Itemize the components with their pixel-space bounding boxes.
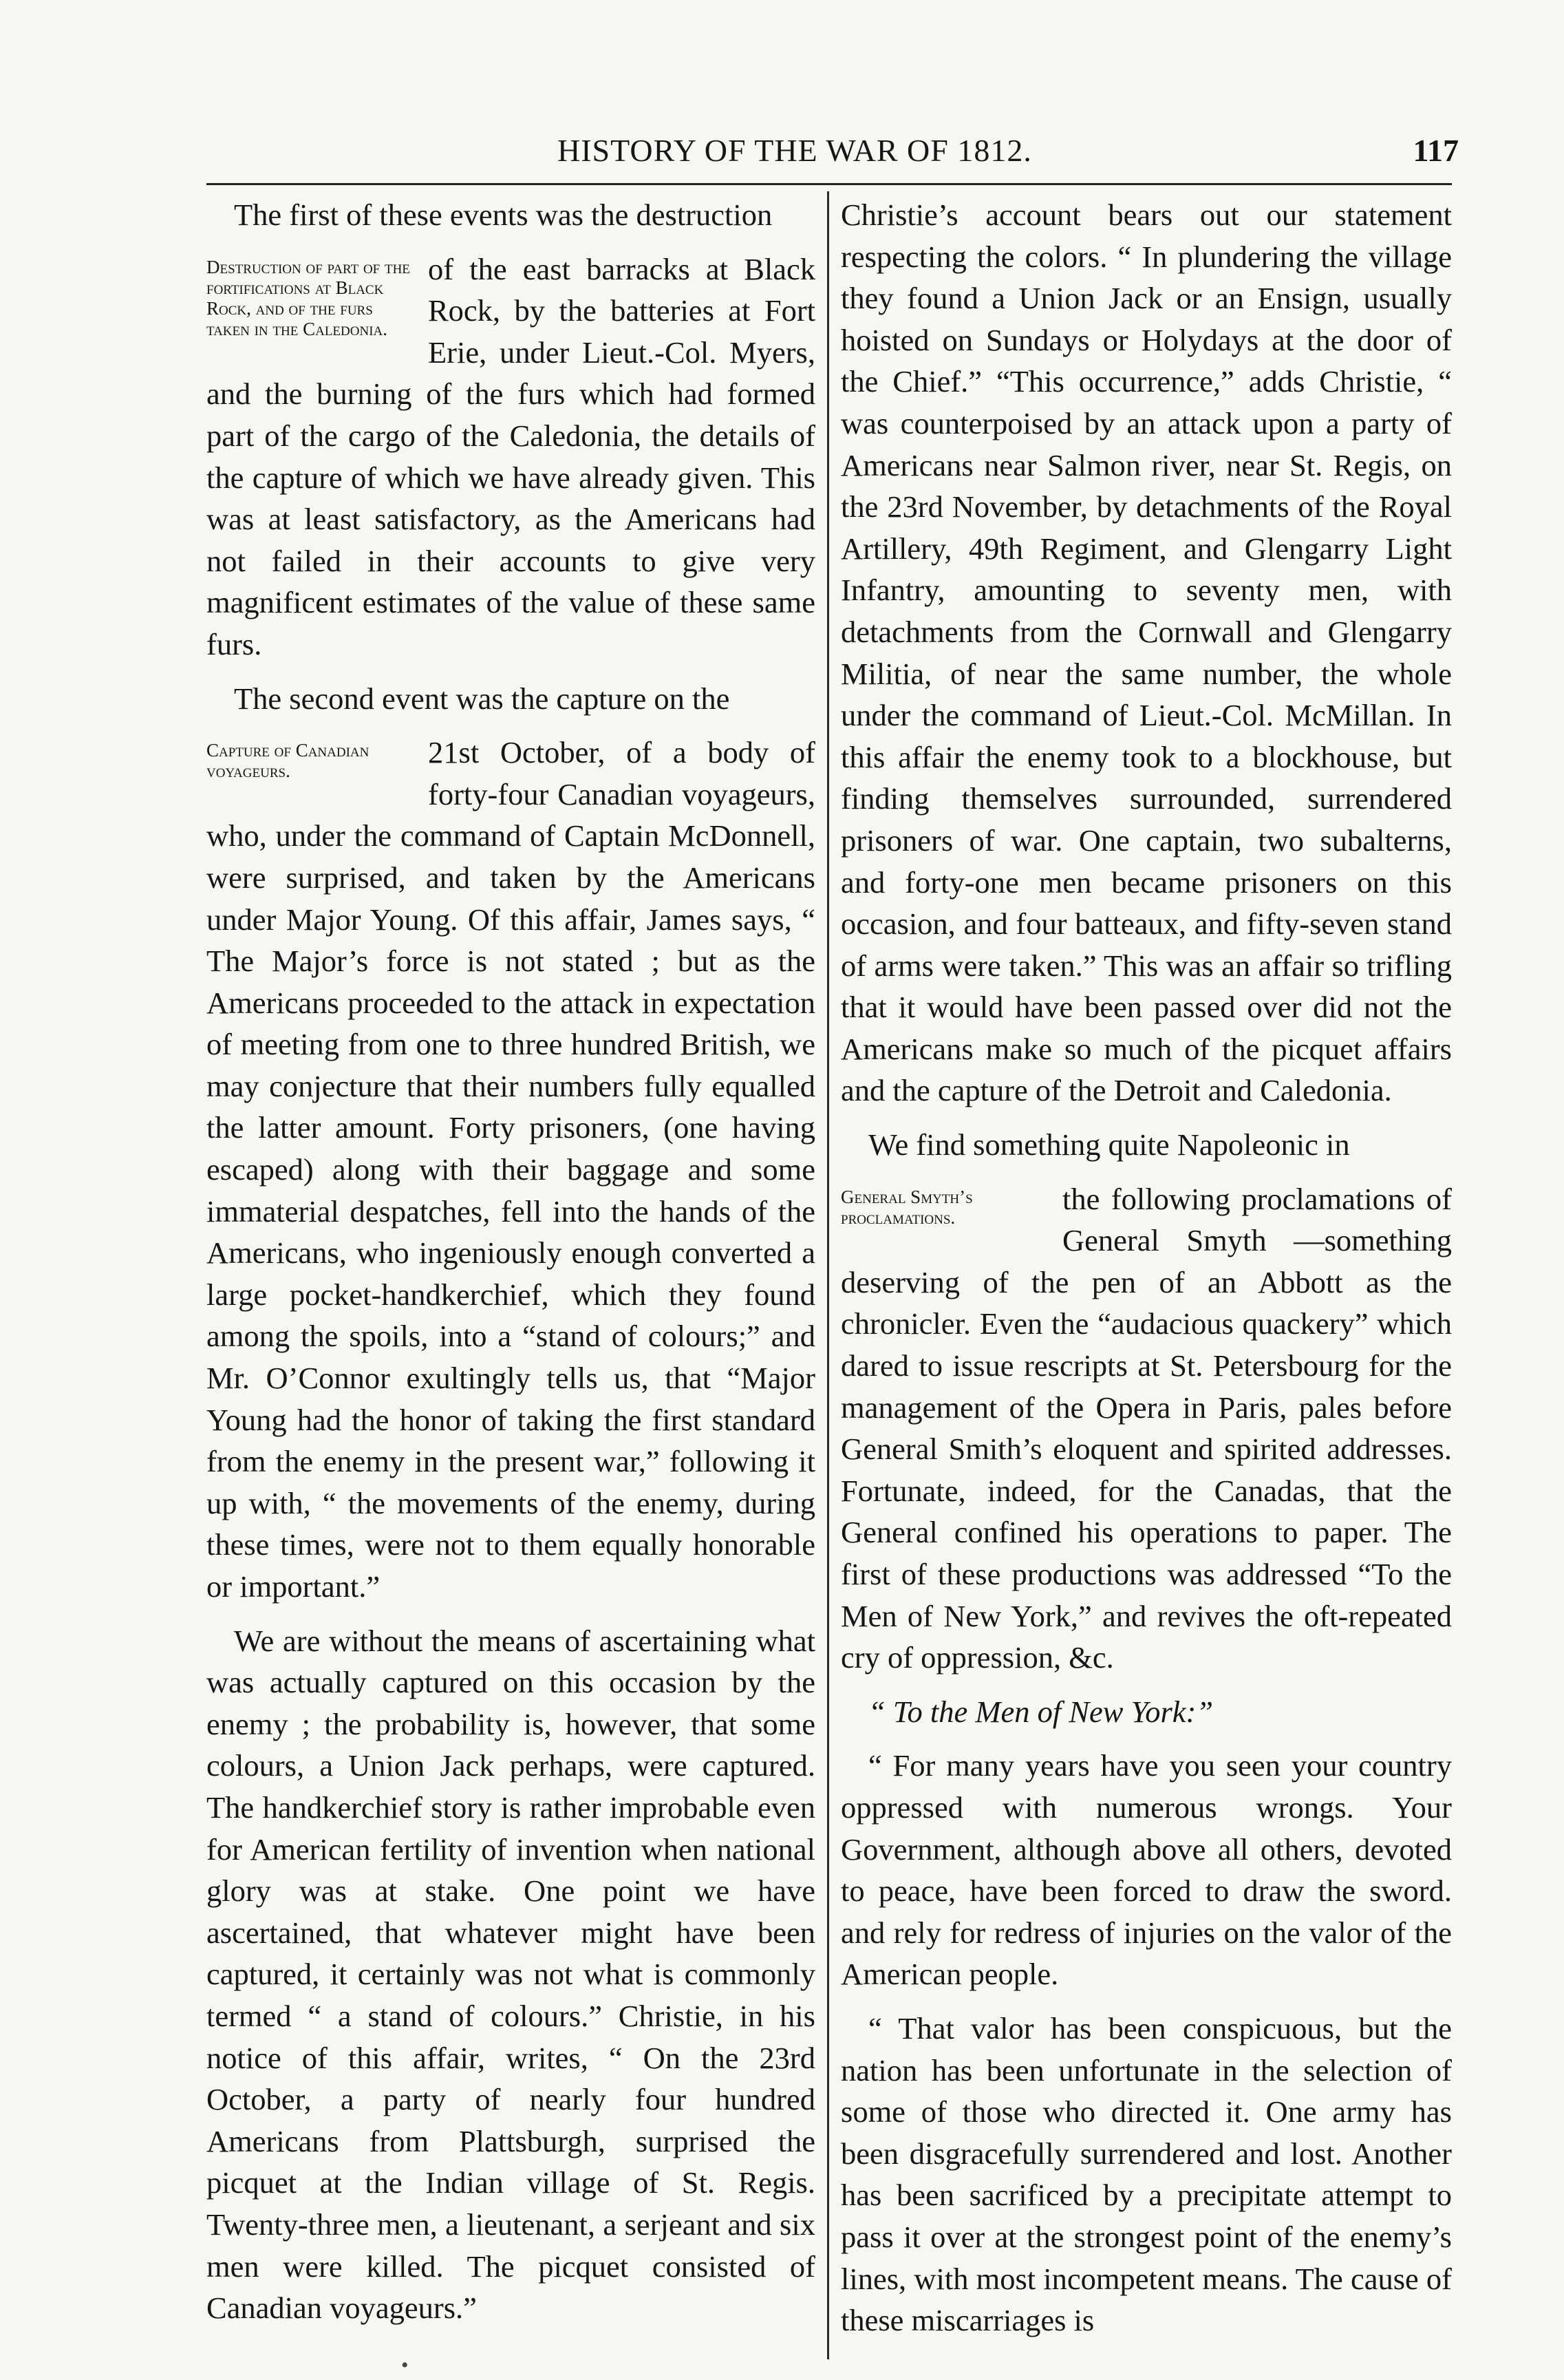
sidenote-destruction: Destruction of part of the fortifications at Black Rock, and of the furs taken in the Caledonia.: [206, 256, 410, 339]
footer-mark: •: [401, 2354, 409, 2377]
left-column: [206, 194, 815, 2362]
paragraph-proclamation-1: “ For many years have you seen your country oppressed with numerous wrongs. Your Government, although above all others, devoted to peace, have been forced to draw the sword. and rely for redress of injuries on the valor of the American people.: [841, 1748, 1452, 1992]
paragraph-destruction-body: of the east barracks at Black Rock, by the batteries at Fort Erie, under Lieut.-Col. Myers, and the burning of the furs which had formed part of the cargo of the Caledonia, the details of the capture of which we have already given. This was at least satisfactory, as the Americans had not failed in their accounts to give very magnificent estimates of the value of these same furs.: [206, 251, 815, 661]
sidenote-proclamations: General Smyth’s proclamations.: [841, 1186, 973, 1228]
paragraph-christie-account: Christie’s account bears out our statement respecting the colors. “ In plundering the village they found a Union Jack or an Ensign, usually hoisted on Sundays or Holydays at the door of the Chief.” “This occurrence,” adds Christie, “ was counterpoised by an attack upon a party of Americans near Salmon river, near St. Regis, on the 23rd November, by detachments of the Royal Artillery, 49th Regiment, and Glengarry Light Infantry, amounting to seventy men, with detachments from the Cornwall and Glengarry Militia, of near the same number, the whole under the command of Lieut.-Col. McMillan. In this affair the enemy took to a blockhouse, but finding themselves surrounded, surrendered prisoners of war. One captain, two subalterns, and forty-one men became prisoners on this occasion, and four batteaux, and fifty-seven stand of arms were taken.” This was an affair so trifling that it would have been passed over did not the Americans make so much of the picquet affairs and the capture of the Detroit and Caledonia.: [841, 198, 1452, 1108]
page-number: 117: [1413, 133, 1459, 168]
paragraph-napoleonic-body: the following proclamations of General Smyth —something deserving of the pen of an Abbott as the chronicler. Even the “audacious quackery” which dared to issue rescripts at St. Petersbourg for the management of the Opera in Paris, pales before General Smith’s eloquent and spirited addresses. Fortunate, indeed, for the Canadas, that the General confined his operations to paper. The first of these productions was addressed “To the Men of New York,” and revives the oft-repeated cry of oppression, &c.: [841, 1181, 1452, 1675]
paragraph-capture-body: 21st October, of a body of forty-four Canadian voyageurs, who, under the command of Captain McDonnell, were surprised, and taken by the Americans under Major Young. Of this affair, James says, “ The Major’s force is not stated ; but as the Americans proceeded to the attack in expectation of meeting from one to three hundred British, we may conjecture that their numbers fully equalled the latter amount. Forty prisoners, (one having escaped) along with their baggage and some immaterial despatches, fell into the hands of the Americans, who ingeniously enough converted a large pocket-handkerchief, which they found among the spoils, into a “stand of colours;” and Mr. O’Connor exultingly tells us, that “Major Young had the honor of taking the first standard from the enemy in the present war,” following it up with, “ the movements of the enemy, during these times, were not to them equally honorable or important.”: [206, 735, 815, 1604]
column-divider: [827, 191, 829, 2359]
paragraph-capture-head: The second event was the capture on the: [234, 681, 730, 716]
header-rule: [206, 183, 1452, 185]
paragraph-napoleonic-head: We find something quite Napoleonic in: [868, 1127, 1350, 1162]
running-title: HISTORY OF THE WAR OF 1812.: [557, 133, 1032, 168]
proclamation-address: “ To the Men of New York:”: [868, 1694, 1214, 1729]
paragraph-destruction-head: The first of these events was the destruction: [234, 198, 773, 232]
paragraph-ascertaining: We are without the means of ascertaining what was actually captured on this occasion by the enemy ; the probability is, however, that some colours, a Union Jack perhaps, were captured. The handkerchief story is rather improbable even for American fertility of invention when national glory was at stake. One point we have ascertained, that whatever might have been captured, it certainly was not what is commonly termed “ a stand of colours.” Christie, in his notice of this affair, writes, “ On the 23rd October, a party of nearly four hundred Americans from Plattsburgh, surprised the picquet at the Indian village of St. Regis. Twenty-three men, a lieutenant, a serjeant and six men were killed. The picquet consisted of Canadian voyageurs.”: [206, 1623, 815, 2326]
sidenote-capture: Capture of Canadian voyageurs.: [206, 740, 369, 782]
right-column: [841, 194, 1452, 2362]
paragraph-proclamation-2: “ That valor has been conspicuous, but the nation has been unfortunate in the selection of some of those who directed it. One army has been disgracefully surrendered and lost. Another has been sacrificed by a precipitate attempt to pass it over at the strongest point of the enemy’s lines, with most incompetent means. The cause of these miscarriages is: [841, 2010, 1452, 2338]
running-header: [200, 132, 1459, 180]
